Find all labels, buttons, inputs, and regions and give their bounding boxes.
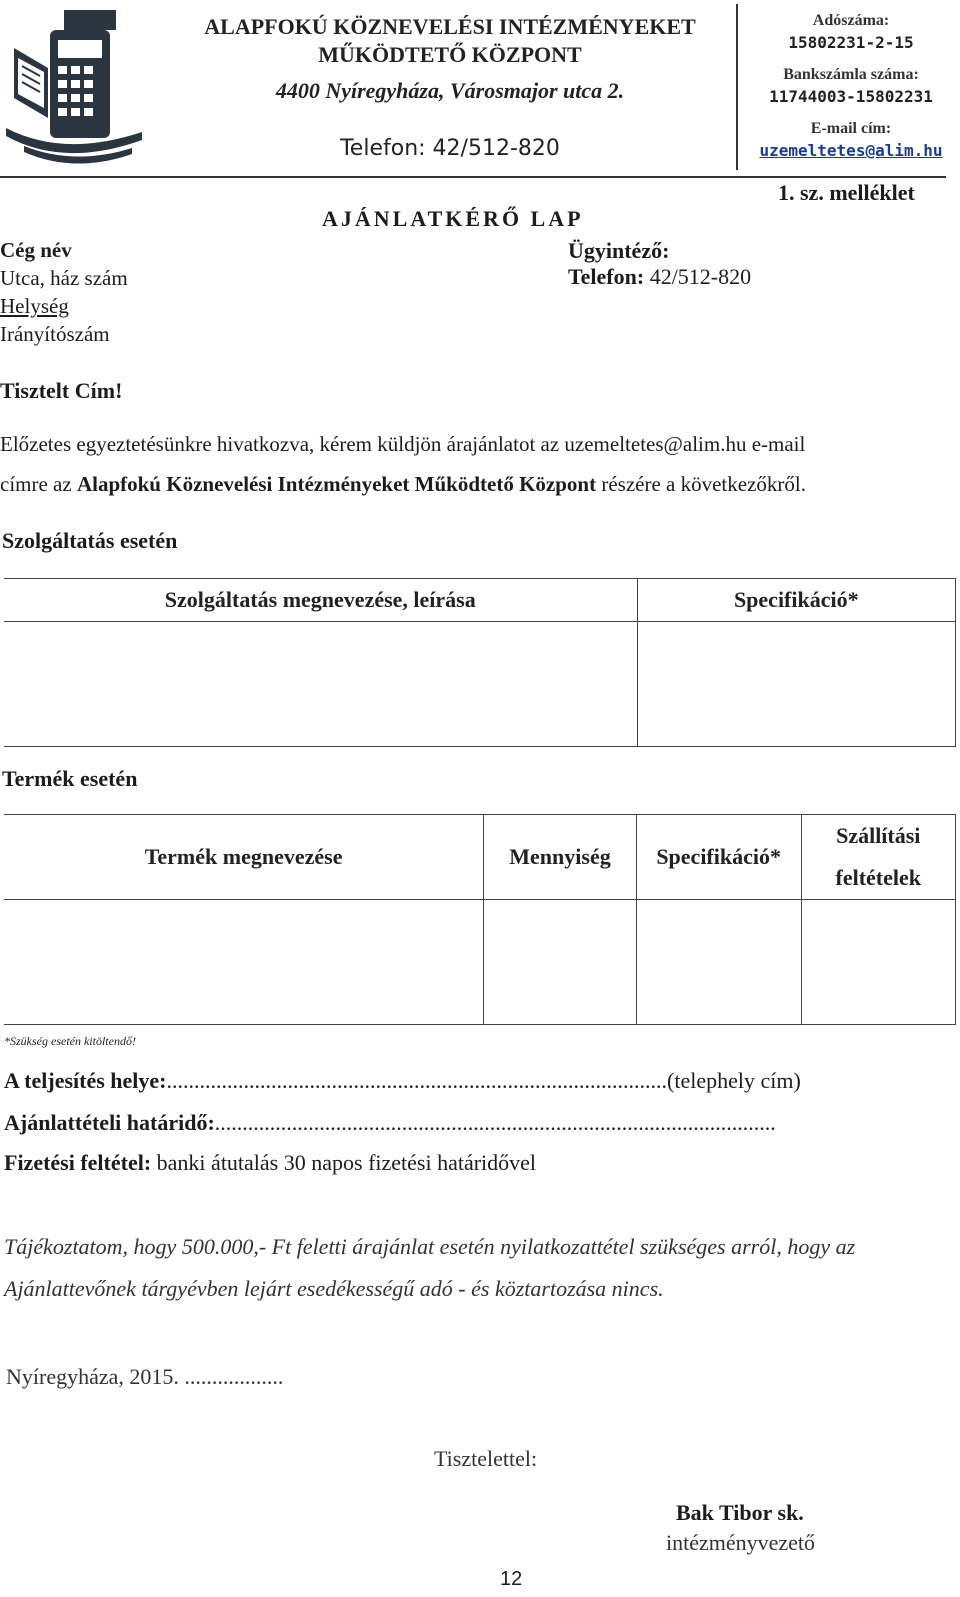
contact-phone-label: Telefon:	[568, 264, 645, 289]
contact-phone	[568, 264, 751, 290]
bank-account-value: 11744003-15802231	[769, 87, 933, 106]
service-spec-cell[interactable]	[637, 622, 955, 747]
header-divider	[736, 4, 738, 170]
zip-label: Irányítószám	[0, 322, 110, 346]
product-section-title: Termék esetén	[2, 766, 138, 791]
product-col-quantity: Mennyiség	[484, 815, 637, 900]
completion-place-label: A teljesítés helye:	[4, 1068, 167, 1093]
completion-place-field	[4, 1068, 801, 1094]
org-name-line1: ALAPFOKÚ KÖZNEVELÉSI INTÉZMÉNYEKET	[204, 14, 696, 39]
form-title: AJÁNLATKÉRŐ LAP	[322, 206, 584, 231]
service-col-name: Szolgáltatás megnevezése, leírása	[4, 579, 637, 622]
clerk-label: Ügyintéző:	[568, 238, 670, 263]
date-line: Nyíregyháza, 2015. ..................	[6, 1364, 284, 1389]
notice-line2: Ajánlattevőnek tárgyévben lejárt esedékességű adó - és köztartozása nincs.	[4, 1276, 664, 1301]
product-name-cell[interactable]	[4, 900, 484, 1025]
body-line2-post: részére a következőkről.	[596, 472, 806, 496]
completion-place-suffix: (telephely cím)	[667, 1068, 801, 1093]
product-col-name: Termék megnevezése	[4, 815, 484, 900]
product-spec-cell[interactable]	[636, 900, 801, 1025]
org-phone: Telefon: 42/512-820	[340, 136, 560, 161]
organization-logo	[4, 8, 144, 168]
product-quantity-cell[interactable]	[484, 900, 637, 1025]
payment-terms-value: banki átutalás 30 napos fizetési határidővel	[156, 1150, 537, 1175]
company-name-label: Cég név	[0, 238, 72, 262]
product-table	[4, 814, 956, 1025]
body-line1: Előzetes egyeztetésünkre hivatkozva, kérem küldjön árajánlatot az uzemeltetes@alim.hu e-mail	[0, 432, 806, 456]
service-section-title: Szolgáltatás esetén	[2, 528, 178, 553]
product-col-delivery: Szállítási feltételek	[801, 815, 956, 900]
service-name-cell[interactable]	[4, 622, 637, 747]
header-rule	[0, 176, 946, 178]
closing: Tisztelettel:	[434, 1446, 538, 1471]
annex-label: 1. sz. melléklet	[778, 180, 915, 205]
footnote: *Szükség esetén kitöltendő!	[4, 1034, 136, 1048]
notice-line1: Tájékoztatom, hogy 500.000,- Ft feletti árajánlat esetén nyilatkozattétel szükséges arról, hogy az	[4, 1234, 856, 1259]
body-line2-pre: címre az	[0, 472, 77, 496]
product-col-spec: Specifikáció*	[636, 815, 801, 900]
bid-deadline-field	[4, 1110, 776, 1136]
body-line2	[0, 472, 806, 497]
org-address: 4400 Nyíregyháza, Városmajor utca 2.	[275, 78, 625, 103]
email-link-wrap	[742, 141, 960, 160]
body-line2-bold: Alapfokú Köznevelési Intézményeket Működtető Központ	[76, 472, 597, 496]
bid-deadline-label: Ajánlattételi határidő:	[4, 1110, 215, 1135]
bid-deadline-dots[interactable]: ......................................................................................................	[214, 1110, 776, 1135]
salutation: Tisztelt Cím!	[0, 378, 123, 403]
payment-terms	[4, 1150, 536, 1176]
service-table	[4, 578, 956, 747]
signer-name: Bak Tibor sk.	[676, 1500, 804, 1525]
email-label: E-mail cím:	[810, 120, 892, 137]
payment-terms-label: Fizetési feltétel:	[4, 1150, 152, 1175]
email-link[interactable]: uzemeltetes@alim.hu	[759, 141, 943, 160]
street-label: Utca, ház szám	[0, 266, 128, 290]
org-name-line2: MŰKÖDTETŐ KÖZPONT	[318, 42, 582, 67]
bank-account-label: Bankszámla száma:	[783, 66, 919, 83]
completion-place-dots[interactable]: ...........................................................................................	[166, 1068, 667, 1093]
contact-phone-value: 42/512-820	[649, 264, 752, 289]
service-col-spec: Specifikáció*	[637, 579, 955, 622]
page-number: 12	[500, 1568, 523, 1590]
tax-number-label: Adószáma:	[812, 12, 890, 29]
city-label: Helység	[0, 294, 69, 318]
product-delivery-cell[interactable]	[801, 900, 956, 1025]
tax-number-value: 15802231-2-15	[788, 33, 914, 52]
signer-title: intézményvezető	[666, 1530, 816, 1555]
